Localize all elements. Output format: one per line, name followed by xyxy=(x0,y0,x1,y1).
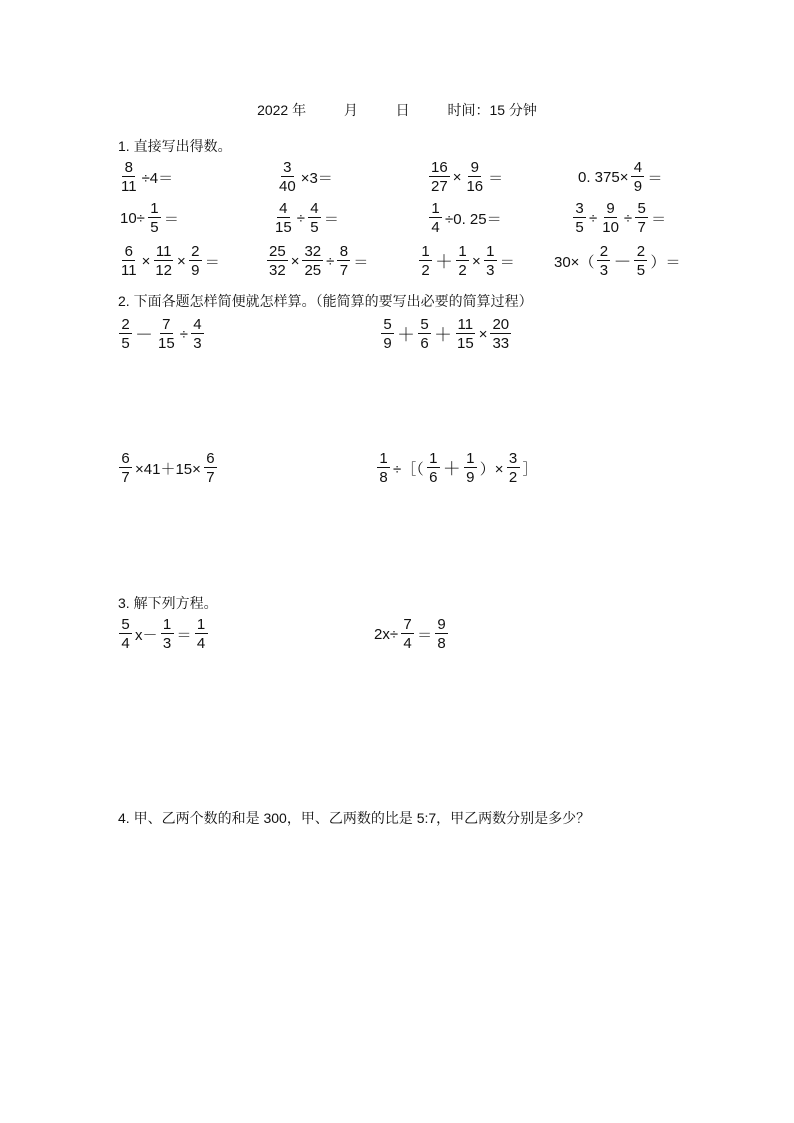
problem-2-2 xyxy=(380,317,512,351)
math-operator: × xyxy=(177,252,186,270)
numerator: 6 xyxy=(119,451,132,468)
numerator: 2 xyxy=(597,244,610,261)
denominator: 4 xyxy=(121,635,130,652)
fraction xyxy=(429,160,450,194)
math-operator: ］ xyxy=(522,460,538,478)
fraction xyxy=(484,244,497,278)
fraction xyxy=(204,451,217,485)
numerator: 3 xyxy=(573,201,586,218)
fraction xyxy=(455,317,476,351)
math-operator: 30×（ xyxy=(554,253,595,271)
math-operator: ÷4＝ xyxy=(141,169,174,187)
section-2-heading: 2. 下面各题怎样简便就怎样算。（能简算的要写出必要的简算过程） xyxy=(118,293,533,309)
denominator: 2 xyxy=(421,262,430,279)
denominator: 10 xyxy=(602,219,619,236)
fraction xyxy=(302,244,323,278)
numerator: 25 xyxy=(269,243,286,260)
numerator: 5 xyxy=(635,201,648,218)
problem-1-7 xyxy=(428,201,504,235)
denominator: 7 xyxy=(637,219,646,236)
numerator: 1 xyxy=(377,451,390,468)
denominator: 4 xyxy=(403,635,412,652)
math-operator: ＝ xyxy=(176,626,192,644)
denominator: 9 xyxy=(466,469,475,486)
fraction xyxy=(377,451,390,485)
denominator: 3 xyxy=(193,335,202,352)
header-month: 月 xyxy=(343,102,358,118)
numerator: 32 xyxy=(304,243,322,260)
fraction xyxy=(419,244,432,278)
denominator: 5 xyxy=(121,335,130,352)
fraction xyxy=(119,244,139,278)
fraction xyxy=(464,451,477,485)
numerator: 5 xyxy=(418,317,431,334)
math-operator: ÷［（ xyxy=(393,460,424,478)
numerator: 6 xyxy=(122,244,135,261)
fraction xyxy=(401,617,414,651)
header-day: 日 xyxy=(395,102,410,118)
denominator: 7 xyxy=(206,469,215,486)
numerator: 2 xyxy=(189,244,202,261)
fraction xyxy=(161,617,174,651)
fraction xyxy=(418,317,431,351)
problem-1-8 xyxy=(572,201,668,235)
equation-2 xyxy=(372,617,449,651)
math-operator: ÷ xyxy=(326,252,335,270)
numerator: 11 xyxy=(155,243,172,260)
problem-2-3 xyxy=(118,451,218,485)
numerator: 1 xyxy=(161,617,174,634)
numerator: 4 xyxy=(631,160,644,177)
problem-1-11 xyxy=(418,244,517,278)
denominator: 15 xyxy=(275,219,292,236)
equation-1 xyxy=(118,617,209,651)
math-operator: × xyxy=(141,252,151,270)
denominator: 6 xyxy=(429,469,438,486)
math-operator: × xyxy=(478,325,488,343)
numerator: 4 xyxy=(277,201,290,218)
header-time: 时间：15 分钟 xyxy=(447,102,537,118)
math-operator: ÷ xyxy=(589,209,598,227)
numerator: 16 xyxy=(431,159,448,176)
worksheet-header xyxy=(0,100,794,120)
denominator: 7 xyxy=(339,262,349,279)
math-operator: ÷0. 25＝ xyxy=(445,210,502,228)
fraction xyxy=(195,617,208,651)
math-operator: ＝ xyxy=(488,169,504,187)
denominator: 4 xyxy=(431,219,440,236)
math-operator: ）× xyxy=(479,460,504,478)
numerator: 3 xyxy=(507,451,520,468)
fraction xyxy=(277,160,298,194)
math-operator: 0. 375× xyxy=(578,168,629,186)
denominator: 8 xyxy=(437,635,446,652)
numerator: 1 xyxy=(464,451,477,468)
math-operator: ＝ xyxy=(204,253,220,271)
problem-2-1 xyxy=(118,317,205,351)
fraction xyxy=(119,617,132,651)
header-year: 2022 年 xyxy=(257,102,307,118)
fraction xyxy=(308,201,321,235)
fraction xyxy=(267,244,288,278)
numerator: 5 xyxy=(119,617,132,634)
fraction xyxy=(464,160,485,194)
denominator: 9 xyxy=(383,335,392,352)
problem-1-6 xyxy=(272,201,341,235)
denominator: 7 xyxy=(121,469,130,486)
math-operator: ＋ xyxy=(434,325,452,345)
denominator: 11 xyxy=(121,262,137,279)
numerator: 3 xyxy=(281,160,294,177)
fraction xyxy=(456,244,469,278)
math-operator: ＝ xyxy=(647,169,663,187)
problem-1-5 xyxy=(118,201,181,235)
problem-1-10 xyxy=(266,244,370,278)
numerator: 1 xyxy=(429,201,442,218)
fraction xyxy=(631,160,644,194)
problem-1-9 xyxy=(118,244,222,278)
fraction xyxy=(119,317,132,351)
math-operator: ÷ xyxy=(296,209,305,227)
numerator: 1 xyxy=(456,244,469,261)
denominator: 40 xyxy=(279,178,296,195)
fraction xyxy=(337,244,350,278)
math-operator: ＋ xyxy=(397,325,415,345)
denominator: 3 xyxy=(162,635,172,652)
fraction xyxy=(507,451,520,485)
denominator: 11 xyxy=(121,178,137,195)
denominator: 16 xyxy=(466,178,484,195)
numerator: 11 xyxy=(457,316,474,333)
math-operator: 2x÷ xyxy=(374,625,399,643)
numerator: 20 xyxy=(492,316,510,333)
math-operator: ＝ xyxy=(163,210,179,228)
fraction xyxy=(156,317,177,351)
numerator: 9 xyxy=(435,617,448,634)
denominator: 8 xyxy=(379,469,388,486)
fraction xyxy=(381,317,394,351)
fraction xyxy=(119,160,139,194)
denominator: 9 xyxy=(633,178,643,195)
numerator: 6 xyxy=(204,451,217,468)
denominator: 32 xyxy=(269,262,286,279)
section-3-heading: 3. 解下列方程。 xyxy=(118,595,218,611)
math-operator: ÷ xyxy=(179,325,188,343)
numerator: 8 xyxy=(337,244,350,261)
section-1-heading: 1. 直接写出得数。 xyxy=(118,138,232,154)
denominator: 4 xyxy=(196,635,206,652)
fraction xyxy=(490,317,511,351)
fraction xyxy=(189,244,202,278)
fraction xyxy=(600,201,621,235)
numerator: 1 xyxy=(484,244,497,261)
numerator: 5 xyxy=(381,317,394,334)
numerator: 4 xyxy=(191,317,204,334)
fraction xyxy=(597,244,610,278)
fraction xyxy=(635,201,648,235)
numerator: 8 xyxy=(122,160,135,177)
problem-1-4 xyxy=(576,160,664,194)
denominator: 33 xyxy=(492,335,510,352)
denominator: 5 xyxy=(310,219,319,236)
section-4-word-problem: 4. 甲、乙两个数的和是 300，甲、乙两数的比是 5:7，甲乙两数分别是多少？ xyxy=(118,810,591,826)
numerator: 2 xyxy=(119,317,132,334)
math-operator: － xyxy=(613,252,632,272)
fraction xyxy=(435,617,448,651)
denominator: 5 xyxy=(575,219,584,236)
numerator: 7 xyxy=(160,317,173,334)
math-operator: ×41＋15× xyxy=(135,460,201,478)
math-operator: － xyxy=(135,325,153,345)
fraction xyxy=(634,244,647,278)
math-operator: ＋ xyxy=(435,252,453,272)
math-operator: ＝ xyxy=(323,210,339,228)
denominator: 27 xyxy=(431,178,448,195)
fraction xyxy=(191,317,204,351)
problem-1-12 xyxy=(552,244,682,278)
problem-1-1 xyxy=(118,160,175,194)
fraction xyxy=(427,451,440,485)
denominator: 2 xyxy=(458,262,467,279)
numerator: 2 xyxy=(634,244,647,261)
numerator: 1 xyxy=(419,244,432,261)
denominator: 15 xyxy=(457,335,474,352)
math-operator: ＝ xyxy=(651,210,667,228)
denominator: 6 xyxy=(420,335,429,352)
numerator: 9 xyxy=(468,160,481,177)
denominator: 3 xyxy=(486,262,495,279)
math-operator: × xyxy=(290,252,300,270)
math-operator: ÷ xyxy=(623,209,633,227)
fraction xyxy=(429,201,442,235)
denominator: 15 xyxy=(158,335,175,352)
math-operator: ×3＝ xyxy=(300,169,333,187)
math-operator: × xyxy=(452,168,462,186)
numerator: 1 xyxy=(148,201,161,218)
denominator: 12 xyxy=(155,262,173,279)
math-operator: 10÷ xyxy=(120,209,145,227)
problem-2-4 xyxy=(376,451,540,485)
fraction xyxy=(273,201,294,235)
math-operator: ）＝ xyxy=(650,253,681,271)
denominator: 3 xyxy=(599,262,609,279)
fraction xyxy=(153,244,174,278)
denominator: 25 xyxy=(304,262,322,279)
problem-1-3 xyxy=(428,160,505,194)
denominator: 5 xyxy=(636,262,646,279)
fraction xyxy=(119,451,132,485)
math-operator: × xyxy=(472,252,481,270)
math-operator: ＝ xyxy=(353,253,369,271)
numerator: 1 xyxy=(195,617,208,634)
numerator: 4 xyxy=(308,201,321,218)
numerator: 9 xyxy=(604,201,617,218)
math-operator: ＋ xyxy=(442,459,461,479)
fraction xyxy=(148,201,161,235)
math-operator: x－ xyxy=(135,626,158,644)
math-operator: ＝ xyxy=(417,626,433,644)
denominator: 2 xyxy=(508,469,518,486)
denominator: 9 xyxy=(191,262,200,279)
denominator: 5 xyxy=(150,219,159,236)
problem-1-2 xyxy=(276,160,335,194)
fraction xyxy=(573,201,586,235)
numerator: 7 xyxy=(401,617,414,634)
numerator: 1 xyxy=(427,451,440,468)
math-operator: ＝ xyxy=(499,253,515,271)
